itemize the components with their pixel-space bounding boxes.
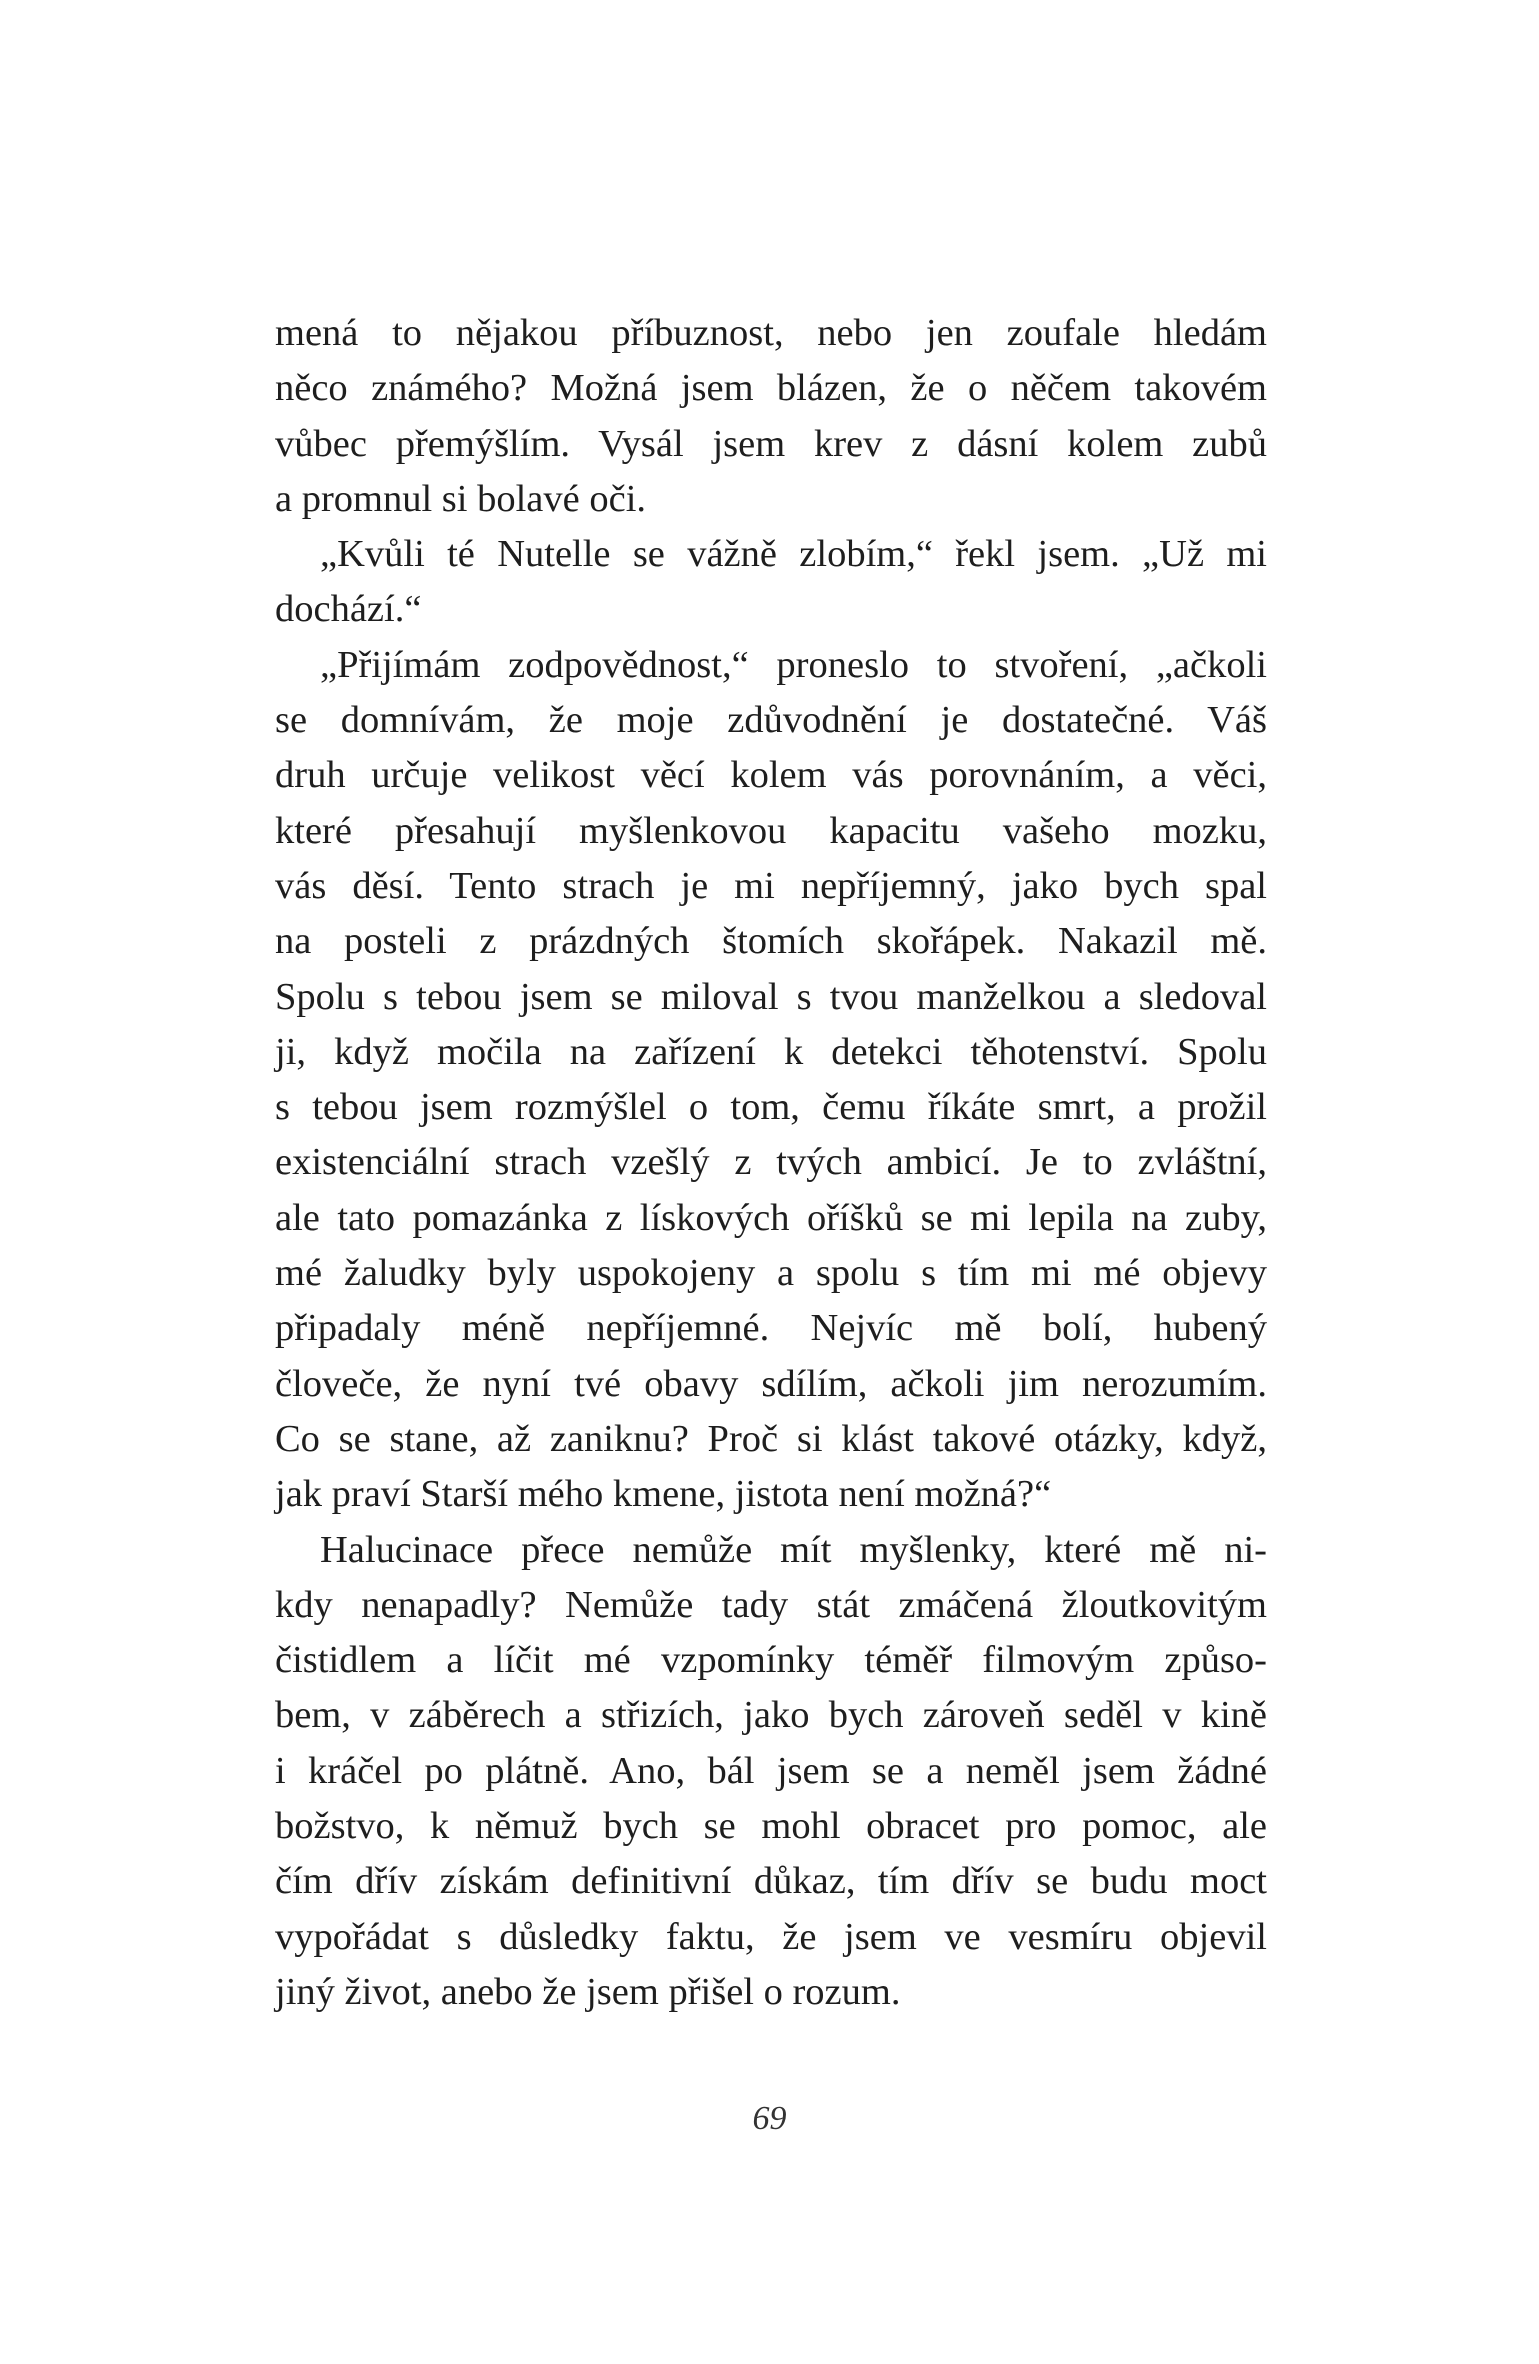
text-line: na posteli z prázdných štomích skořápek. Nakazil mě. [275, 920, 1267, 963]
paragraph [275, 527, 1267, 638]
text-line: mená to nějakou příbuznost, nebo jen zoufale hledám [275, 312, 1267, 354]
page-number: 69 [752, 2100, 787, 2137]
text-line: vás děsí. Tento strach je mi nepříjemný, jako bych spal [275, 864, 1267, 907]
text-line: jak praví Starší mého kmene, jistota není možná?“ [275, 1473, 1052, 1516]
text-line: vůbec přemýšlím. Vysál jsem krev z dásní kolem zubů [275, 422, 1267, 465]
paragraph [275, 638, 1267, 1523]
paragraph [275, 1523, 1267, 2021]
text-line: Halucinace přece nemůže mít myšlenky, které mě ni- [320, 1528, 1267, 1571]
text-line: „Přijímám zodpovědnost,“ proneslo to stvoření, „ačkoli [320, 643, 1267, 686]
text-line: existenciální strach vzešlý z tvých ambicí. Je to zvláštní, [275, 1141, 1267, 1184]
text-line: a promnul si bolavé oči. [275, 477, 647, 520]
paragraph [275, 306, 1267, 527]
text-line: Co se stane, až zaniknu? Proč si klást takové otázky, když, [275, 1417, 1267, 1460]
text-line: „Kvůli té Nutelle se vážně zlobím,“ řekl jsem. „Už mi [320, 533, 1267, 576]
text-line: božstvo, k němuž bych se mohl obracet pro pomoc, ale [275, 1805, 1267, 1848]
text-line: mé žaludky byly uspokojeny a spolu s tím mi mé objevy [275, 1252, 1267, 1295]
text-line: ji, když močila na zařízení k detekci těhotenství. Spolu [275, 1030, 1267, 1073]
text-line: s tebou jsem rozmýšlel o tom, čemu říkáte smrt, a prožil [275, 1086, 1267, 1129]
text-line: čistidlem a líčit mé vzpomínky téměř filmovým způso- [275, 1639, 1267, 1682]
text-line: dochází.“ [275, 588, 422, 631]
text-line: vypořádat s důsledky faktu, že jsem ve vesmíru objevil [275, 1915, 1267, 1958]
text-line: i kráčel po plátně. Ano, bál jsem se a neměl jsem žádné [275, 1749, 1267, 1792]
text-line: kdy nenapadly? Nemůže tady stát zmáčená žloutkovitým [275, 1583, 1267, 1626]
text-line: druh určuje velikost věcí kolem vás porovnáním, a věci, [275, 754, 1267, 797]
body-text [275, 306, 1267, 2020]
text-line: Spolu s tebou jsem se miloval s tvou manželkou a sledoval [275, 975, 1267, 1018]
text-line: bem, v záběrech a střizích, jako bych zároveň seděl v kině [275, 1694, 1267, 1737]
text-line: čím dřív získám definitivní důkaz, tím dřív se budu moct [275, 1860, 1267, 1903]
text-line: se domnívám, že moje zdůvodnění je dostatečné. Váš [275, 699, 1267, 742]
text-line: které přesahují myšlenkovou kapacitu vašeho mozku, [275, 809, 1267, 852]
text-line: ale tato pomazánka z lískových oříšků se mi lepila na zuby, [275, 1196, 1267, 1239]
text-line: připadaly méně nepříjemné. Nejvíc mě bolí, hubený [275, 1307, 1267, 1350]
text-line: něco známého? Možná jsem blázen, že o něčem takovém [275, 367, 1267, 410]
text-line: jiný život, anebo že jsem přišel o rozum. [275, 1970, 901, 2013]
text-line: človeče, že nyní tvé obavy sdílím, ačkoli jim nerozumím. [275, 1362, 1267, 1405]
